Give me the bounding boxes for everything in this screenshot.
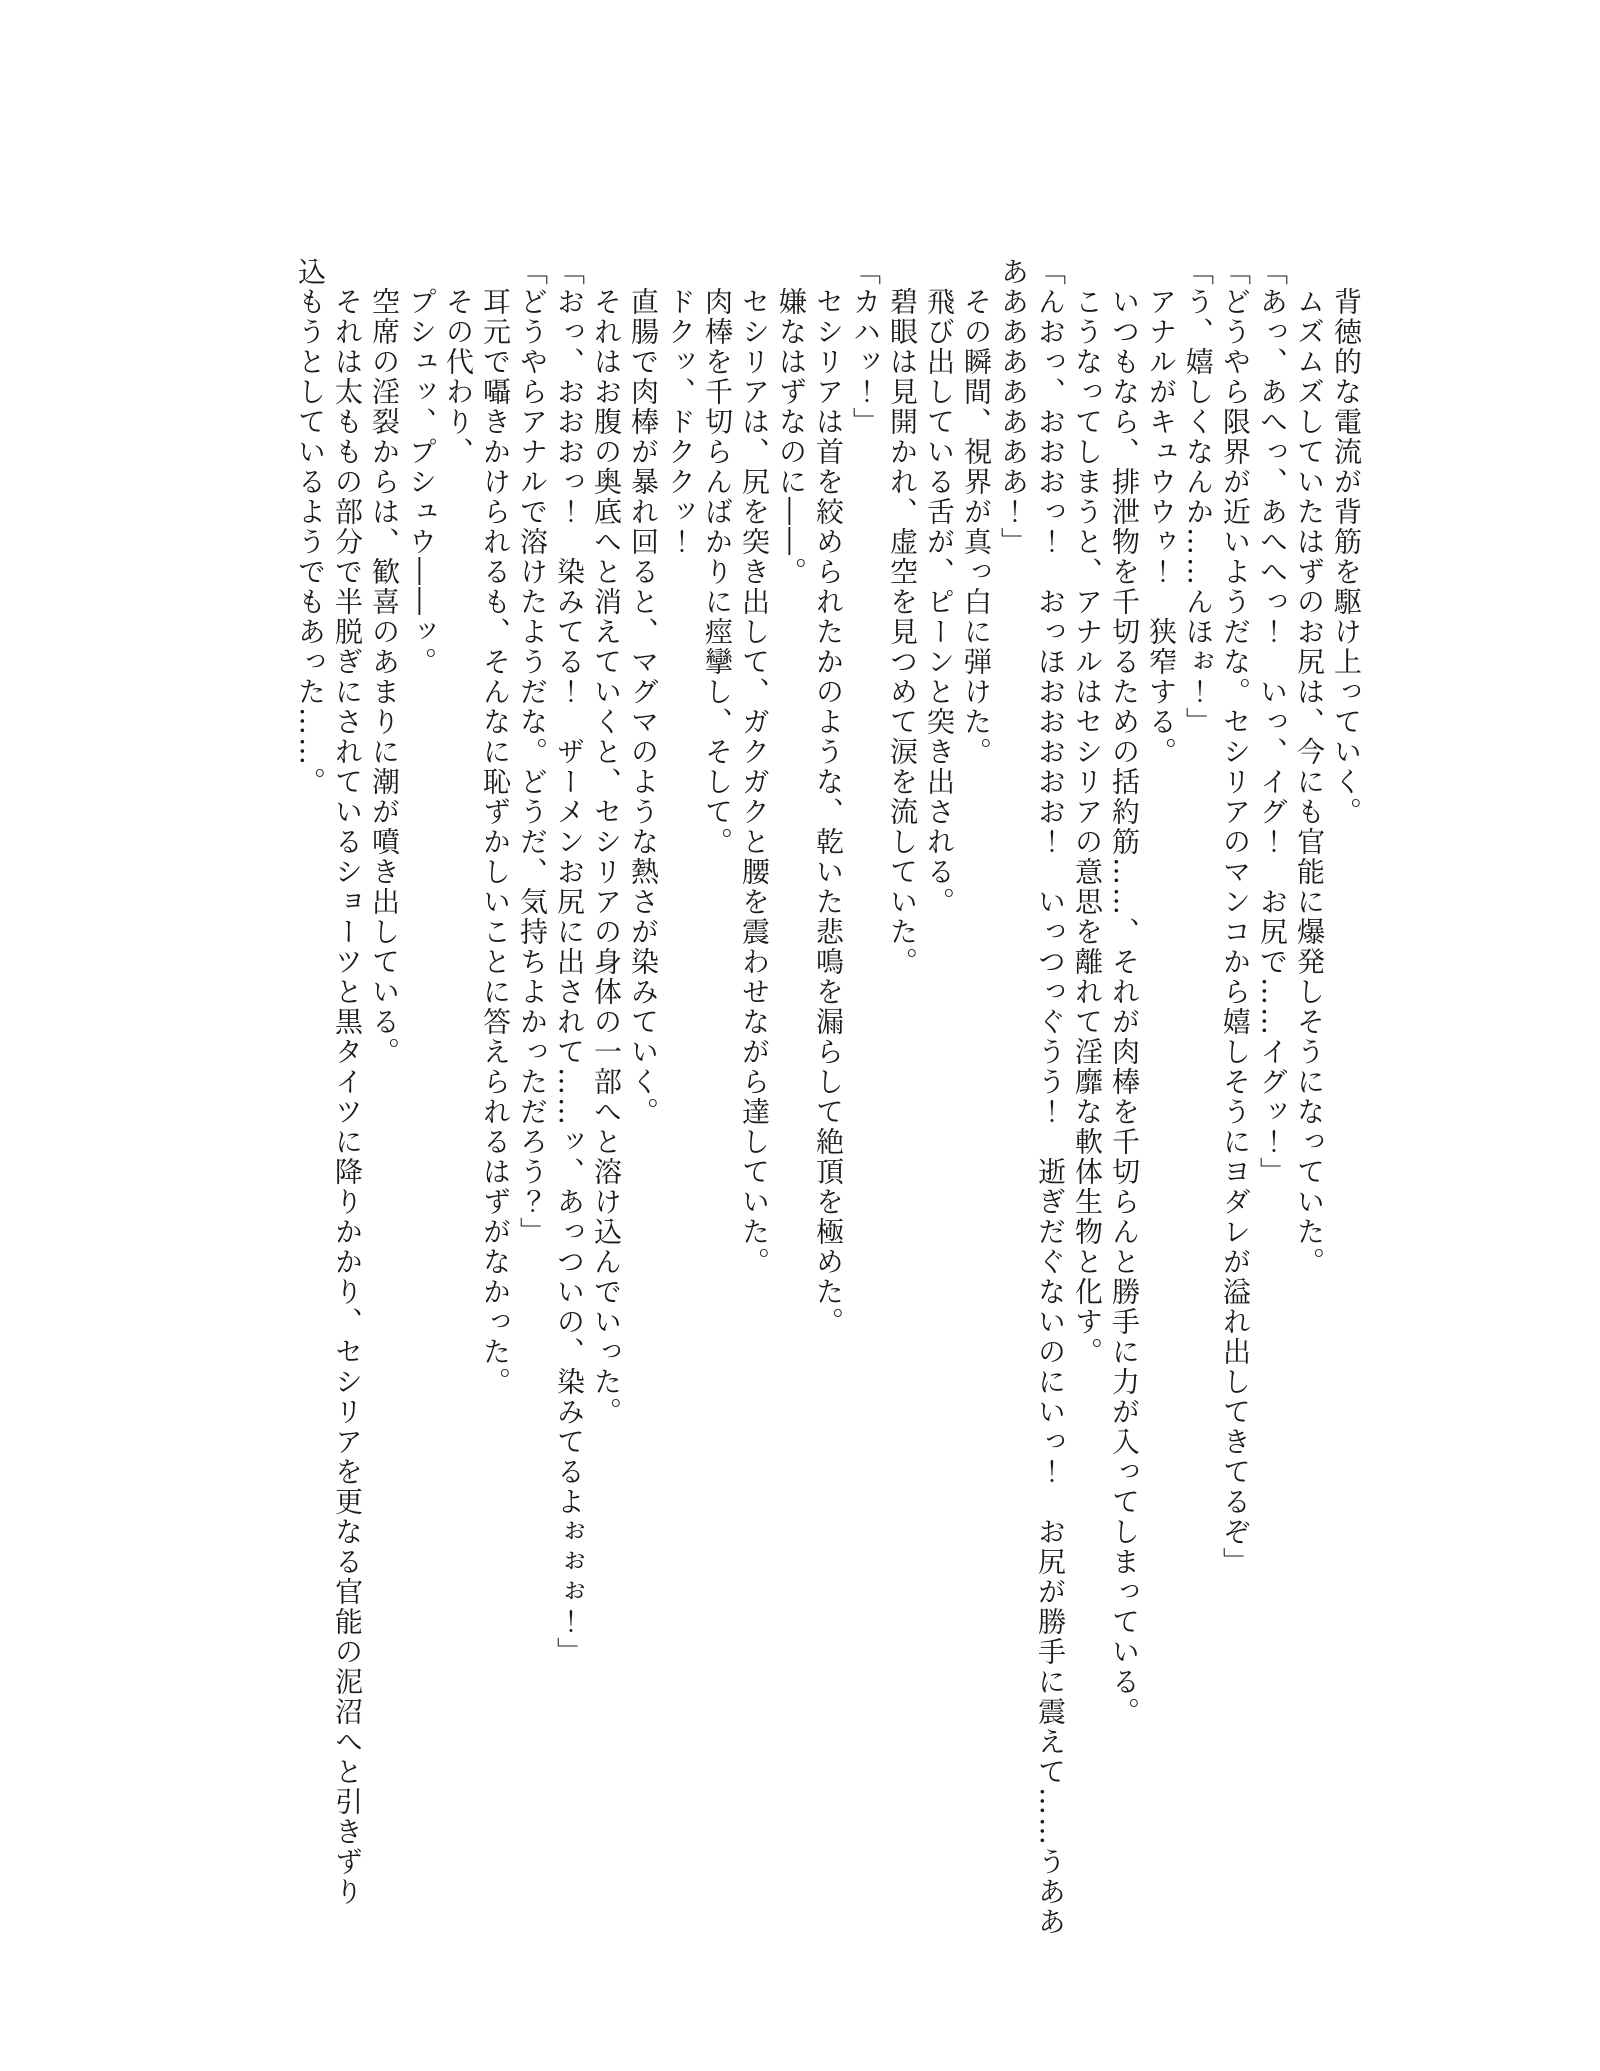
text-column: その瞬間、視界が真っ白に弾けた。 [960,287,993,767]
text-column: その代わり、 [442,287,475,467]
text-column: 「あっ、あへっ、あへへっ！ いっ、イグ！ お尻で……イグッ！」 [1256,257,1289,1187]
text-column: 「んおっ、おおおっ！ おっほおおおおお！ いっつっぐうう！ 逝ぎだぐないのにいっ！ お尻が勝手に震えて……うああ [1034,257,1067,1937]
text-column: ああああああああ！」 [997,257,1030,557]
text-column: 「う、嬉しくなんか……んほぉ！」 [1182,257,1215,737]
text-column: 「カハッ！」 [849,257,882,437]
text-column: セシリアは首を絞められたかのような、乾いた悲鳴を漏らして絶頂を極めた。 [812,287,845,1337]
text-column: 耳元で囁きかけられるも、そんなに恥ずかしいことに答えられるはずがなかった。 [479,287,512,1397]
text-column: それは太ももの部分で半脱ぎにされているショーツと黒タイツに降りかかり、セシリアを更なる官能の泥沼へと引きずり [331,287,364,1907]
text-column: 肉棒を千切らんばかりに痙攣し、そして。 [701,287,734,857]
text-column: こうなってしまうと、アナルはセシリアの意思を離れて淫靡な軟体生物と化す。 [1071,287,1104,1367]
text-column: 嫌なはずなのに――。 [775,287,808,587]
text-column: 空席の淫裂からは、歓喜のあまりに潮が噴き出している。 [368,287,401,1067]
text-column: いつもなら、排泄物を千切るための括約筋……、それが肉棒を千切らんと勝手に力が入ってしまっている。 [1108,287,1141,1727]
text-column: 「おっ、おおおっ！ 染みてる！ ザーメンお尻に出されて……ッ、あっついの、染みてるよぉぉぉ！」 [553,257,586,1667]
text-column: それはお腹の奥底へと消えていくと、セシリアの身体の一部へと溶け込んでいった。 [590,287,623,1427]
text-column: 飛び出している舌が、ピーンと突き出される。 [923,287,956,917]
text-column: プシュッ、プシュウ――ッ。 [405,287,438,677]
text-column: ムズムズしていたはずのお尻は、今にも官能に爆発しそうになっていた。 [1293,287,1326,1277]
text-column: アナルがキュウウゥ！ 狭窄する。 [1145,287,1178,767]
text-column: 碧眼は見開かれ、虚空を見つめて涙を流していた。 [886,287,919,977]
vertical-text-block [292,257,1365,1941]
text-column: 込もうとしているようでもあった……。 [294,257,327,797]
text-column: ドクッ、ドククッ！ [664,287,697,557]
text-column: 背徳的な電流が背筋を駆け上っていく。 [1330,287,1363,827]
text-column: 「どうやらアナルで溶けたようだな。どうだ、気持ちよかっただろう？」 [516,257,549,1247]
text-column: 直腸で肉棒が暴れ回ると、マグマのような熱さが染みていく。 [627,287,660,1127]
text-column: 「どうやら限界が近いようだな。セシリアのマンコから嬉しそうにヨダレが溢れ出してきてるぞ」 [1219,257,1252,1577]
text-column: セシリアは、尻を突き出して、ガクガクと腰を震わせながら達していた。 [738,287,771,1277]
